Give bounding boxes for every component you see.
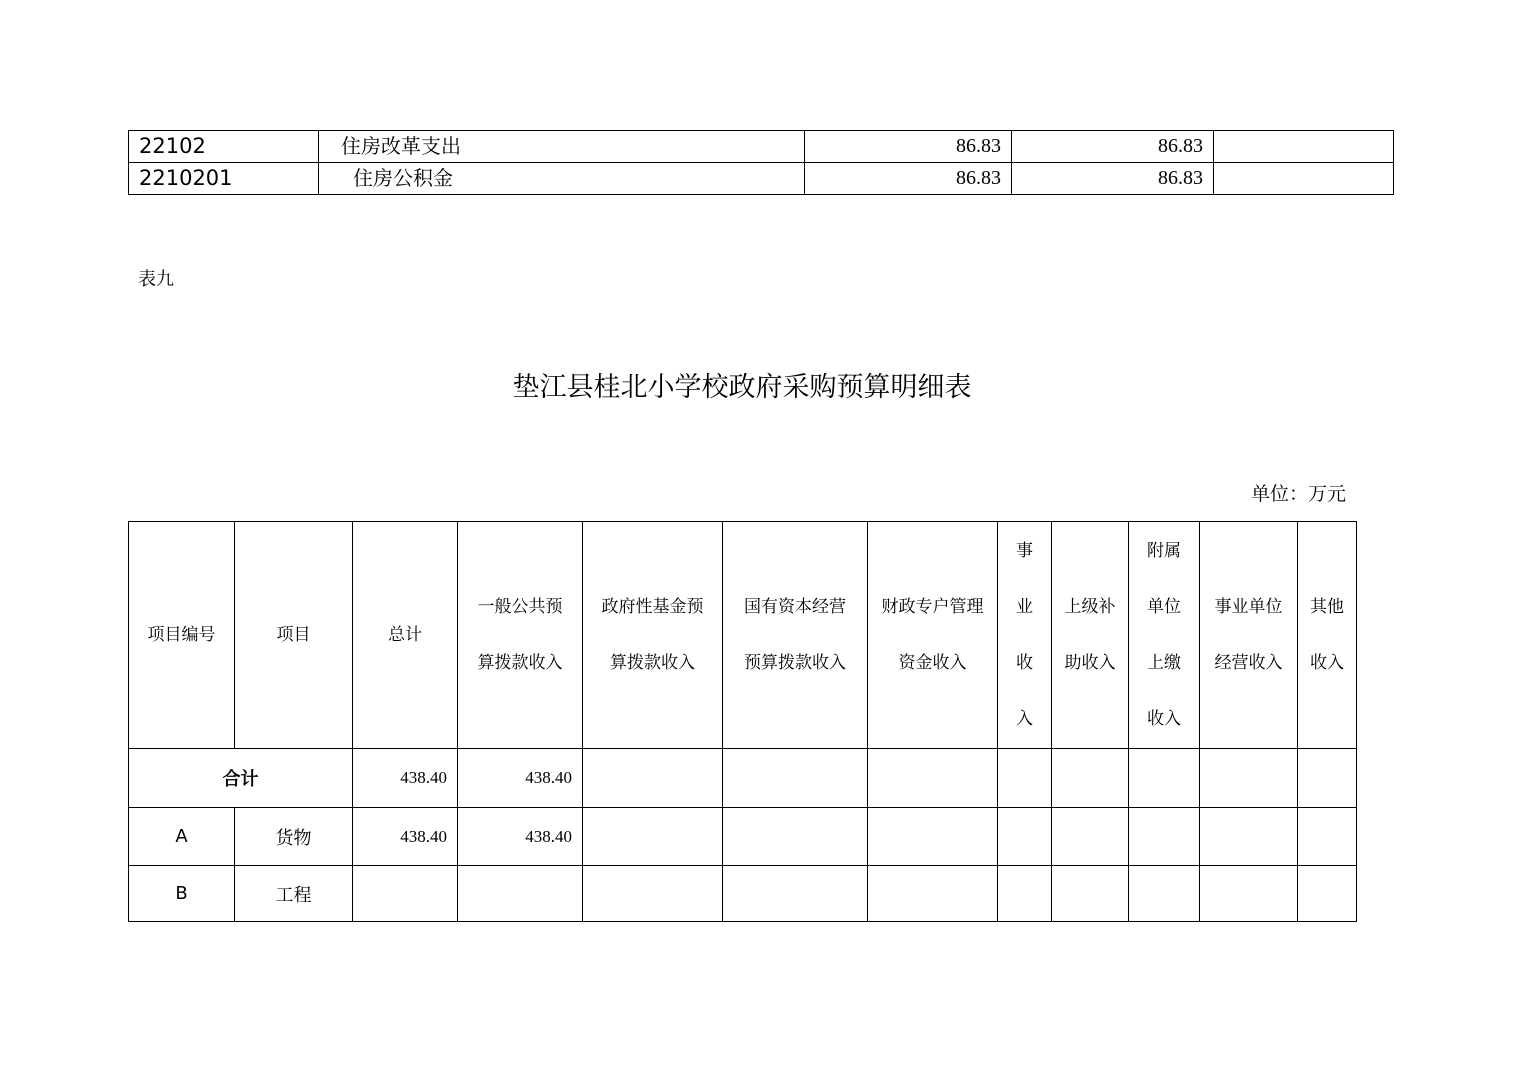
empty-cell [998,749,1052,808]
empty-cell [1052,749,1129,808]
amount-cell: 438.40 [458,749,583,808]
header-cell: 项目编号 [129,522,235,749]
empty-cell [583,808,723,866]
subject-name: 住房公积金 [319,163,805,195]
amount-cell [458,866,583,922]
amount-cell: 86.83 [1012,163,1214,195]
table-row [129,866,1357,922]
empty-cell [1200,749,1298,808]
subject-name: 住房改革支出 [319,131,805,163]
empty-cell [868,808,998,866]
subject-code: 2210201 [129,163,319,195]
empty-cell [1129,866,1200,922]
empty-cell [1298,808,1357,866]
empty-cell [1298,749,1357,808]
header-cell: 政府性基金预 算拨款收入 [583,522,723,749]
amount-cell [1214,163,1394,195]
header-row [129,522,1357,749]
empty-cell [868,749,998,808]
table-row [129,131,1394,163]
table-row [129,163,1394,195]
total-label: 合计 [129,749,353,808]
amount-cell [353,866,458,922]
empty-cell [1052,866,1129,922]
header-cell: 附属 单位 上缴 收入 [1129,522,1200,749]
empty-cell [1200,808,1298,866]
header-cell: 国有资本经营 预算拨款收入 [723,522,868,749]
budget-continuation-table [128,130,1394,195]
item-name: 货物 [235,808,353,866]
header-cell: 项目 [235,522,353,749]
empty-cell [583,749,723,808]
empty-cell [1129,808,1200,866]
item-code: A [129,808,235,866]
subject-code: 22102 [129,131,319,163]
table-number-label: 表九 [138,269,174,290]
header-cell: 一般公共预 算拨款收入 [458,522,583,749]
empty-cell [1052,808,1129,866]
amount-cell: 438.40 [353,749,458,808]
header-cell: 财政专户管理 资金收入 [868,522,998,749]
empty-cell [998,808,1052,866]
procurement-budget-table [128,521,1357,922]
empty-cell [998,866,1052,922]
amount-cell [1214,131,1394,163]
item-name: 工程 [235,866,353,922]
page-title: 垫江县桂北小学校政府采购预算明细表 [512,372,972,403]
table-row [129,808,1357,866]
empty-cell [868,866,998,922]
header-cell: 其他 收入 [1298,522,1357,749]
amount-cell: 86.83 [805,131,1012,163]
amount-cell: 438.40 [458,808,583,866]
empty-cell [723,808,868,866]
empty-cell [723,866,868,922]
empty-cell [1129,749,1200,808]
amount-cell: 86.83 [805,163,1012,195]
empty-cell [583,866,723,922]
empty-cell [1200,866,1298,922]
table-row-total [129,749,1357,808]
amount-cell: 86.83 [1012,131,1214,163]
unit-label: 单位：万元 [1250,483,1346,505]
header-cell: 上级补 助收入 [1052,522,1129,749]
item-code: B [129,866,235,922]
header-cell: 总计 [353,522,458,749]
empty-cell [1298,866,1357,922]
empty-cell [723,749,868,808]
amount-cell: 438.40 [353,808,458,866]
header-cell: 事业单位 经营收入 [1200,522,1298,749]
header-cell: 事 业 收 入 [998,522,1052,749]
